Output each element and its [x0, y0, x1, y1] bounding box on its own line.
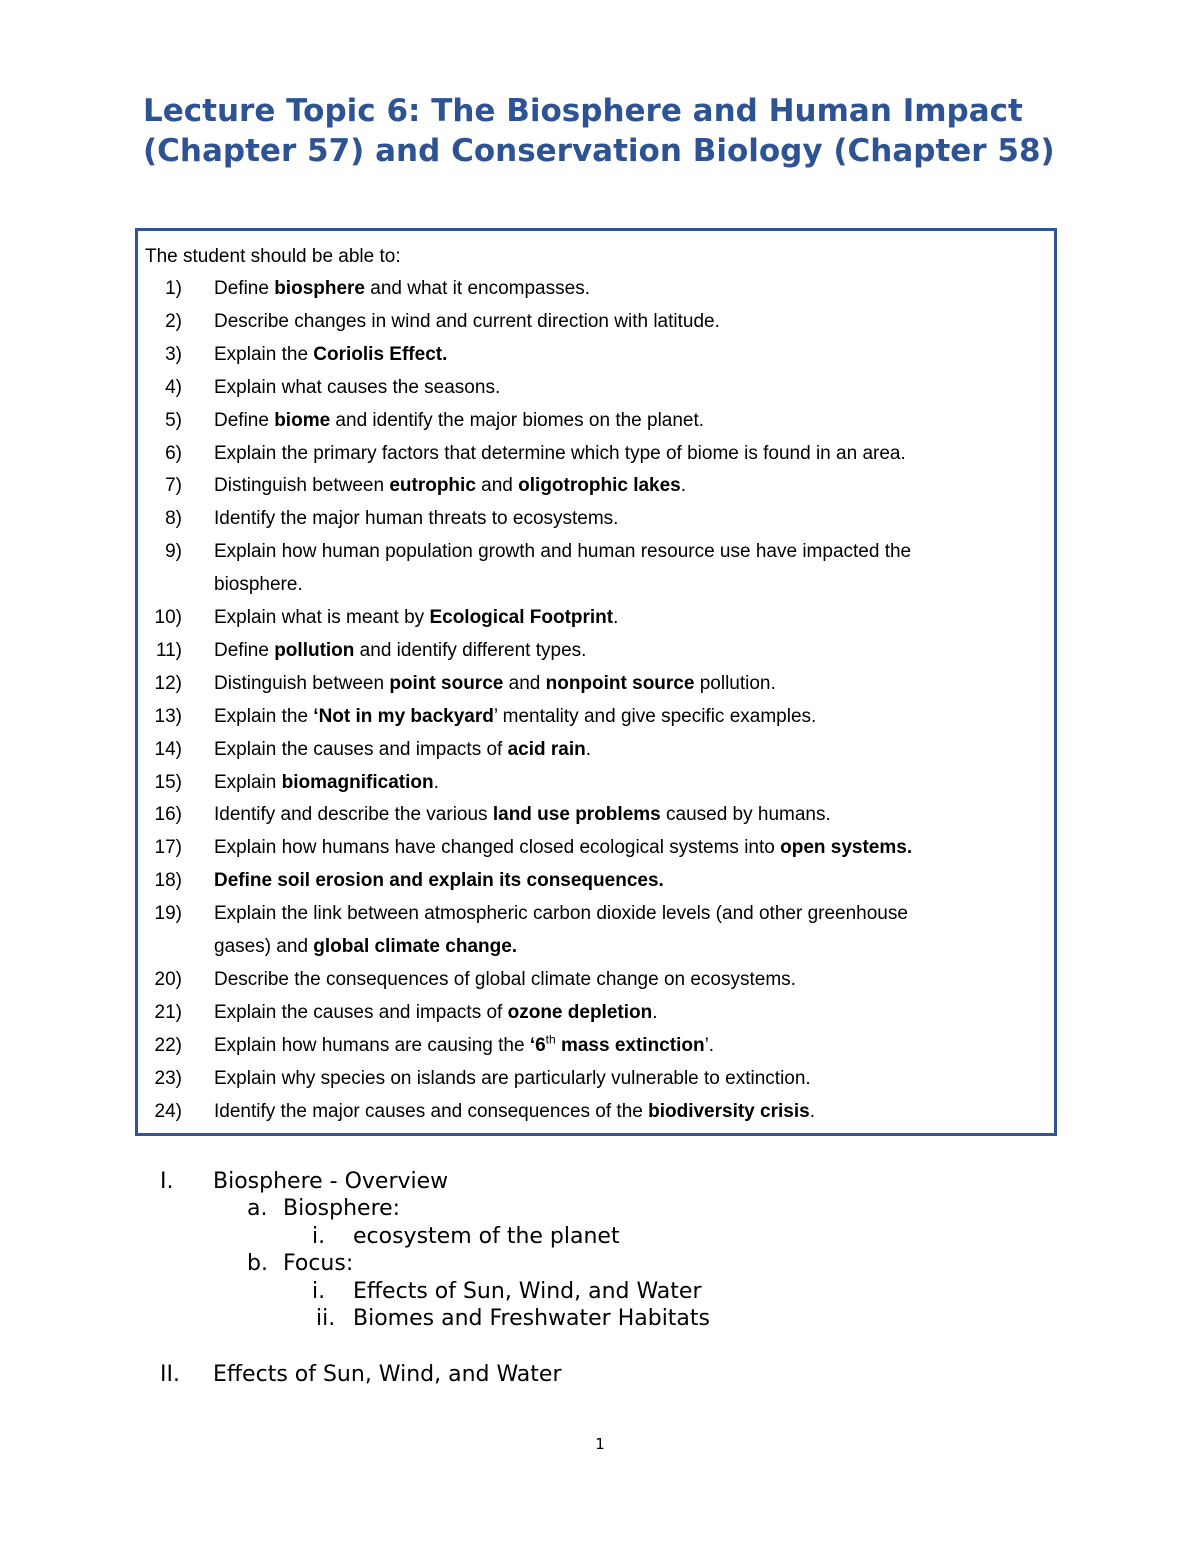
- objective-text: [214, 738, 1034, 762]
- bold-term: Define soil erosion and explain its consequences.: [214, 870, 664, 892]
- text-run: caused by humans.: [660, 804, 831, 826]
- objective-number: 6): [165, 442, 182, 464]
- objective-number: 11): [155, 639, 182, 661]
- text-run: .: [652, 1001, 658, 1023]
- objective-text: [214, 672, 1034, 696]
- text-run: Explain the link between atmospheric carbon dioxide levels (and other greenhouse: [214, 903, 908, 925]
- objective-text: [214, 639, 1034, 663]
- outline-heading: ecosystem of the planet: [353, 1224, 620, 1249]
- bold-term: point source: [389, 672, 504, 694]
- text-run: Explain how human population growth and human resource use have impacted the: [214, 541, 912, 563]
- text-run: Explain the causes and impacts of: [214, 1001, 508, 1023]
- objective-text: [214, 869, 1034, 893]
- text-run: Define: [214, 278, 275, 299]
- text-run: ’ mentality and give specific examples.: [493, 705, 817, 727]
- objectives-intro: The student should be able to:: [145, 246, 401, 267]
- text-run: Identify the major causes and consequences of the: [214, 1100, 649, 1122]
- superscript-text: th: [545, 1032, 556, 1047]
- outline-marker: i.: [312, 1279, 326, 1304]
- objective-number: 19): [154, 903, 182, 925]
- outline-heading: Biosphere - Overview: [213, 1169, 449, 1194]
- text-run: .: [680, 475, 687, 497]
- objective-number: 5): [165, 409, 182, 431]
- outline-heading: Biosphere:: [283, 1196, 401, 1221]
- bold-term: mass extinction: [555, 1034, 705, 1056]
- bold-term: Coriolis Effect.: [313, 343, 448, 365]
- bold-term: land use problems: [492, 804, 661, 826]
- objective-text: [214, 803, 1034, 827]
- text-run: Explain how humans have changed closed ecological systems into: [214, 837, 781, 859]
- text-run: Identify the major human threats to ecosystems.: [214, 508, 619, 530]
- text-run: and identify the major biomes on the planet.: [330, 409, 705, 431]
- objective-number: 15): [154, 771, 182, 793]
- objective-text: [214, 606, 1034, 630]
- objective-number: 7): [165, 475, 182, 497]
- bold-term: ‘6: [529, 1034, 546, 1056]
- objective-number: 12): [154, 672, 182, 694]
- objective-number: 14): [154, 738, 182, 760]
- text-run: Describe changes in wind and current direction with latitude.: [214, 310, 720, 332]
- objective-text: [214, 573, 1034, 597]
- outline-heading: Effects of Sun, Wind, and Water: [213, 1362, 562, 1387]
- bold-term: ozone depletion: [507, 1001, 653, 1023]
- objective-text: [214, 836, 1034, 860]
- bold-term: open systems.: [780, 837, 913, 859]
- text-run: and: [475, 475, 519, 497]
- text-run: .: [809, 1100, 815, 1122]
- objective-number: 4): [165, 376, 182, 398]
- text-run: ’.: [704, 1034, 715, 1056]
- text-run: and: [503, 672, 546, 694]
- outline-heading: Effects of Sun, Wind, and Water: [353, 1279, 702, 1304]
- outline-marker: II.: [160, 1362, 180, 1387]
- outline-heading: Biomes and Freshwater Habitats: [353, 1306, 710, 1331]
- text-run: Explain the: [214, 705, 314, 727]
- bold-term: pollution: [274, 639, 355, 661]
- objective-text: [214, 902, 1034, 926]
- objective-text: [214, 277, 1034, 301]
- text-run: Identify and describe the various: [214, 804, 493, 826]
- objective-number: 22): [154, 1034, 182, 1056]
- bold-term: oligotrophic lakes: [518, 475, 681, 497]
- learning-objectives-box: [135, 228, 1057, 1136]
- objective-text: [214, 343, 1034, 367]
- outline-marker: b.: [247, 1251, 268, 1276]
- objective-text: [214, 442, 1034, 466]
- bold-term: nonpoint source: [545, 672, 695, 694]
- text-run: Explain what causes the seasons.: [214, 376, 501, 398]
- objective-text: [214, 1100, 1034, 1124]
- text-run: Explain how humans are causing the: [214, 1034, 530, 1056]
- objective-text: [214, 771, 1034, 795]
- text-run: Explain the causes and impacts of: [214, 738, 508, 760]
- text-run: Distinguish between: [214, 475, 390, 497]
- bold-term: eutrophic: [389, 475, 476, 497]
- page-title: Lecture Topic 6: The Biosphere and Human Impact (Chapter 57) and Conservation Biology (Chapter 58): [143, 93, 1055, 169]
- objective-number: 17): [154, 837, 182, 859]
- text-run: Define: [214, 409, 275, 431]
- page-number: 1: [595, 1435, 605, 1453]
- bold-term: Ecological Footprint: [429, 607, 614, 628]
- text-run: .: [585, 738, 592, 760]
- text-run: Distinguish between: [214, 672, 390, 694]
- objective-text: [214, 409, 1034, 433]
- text-run: Define: [214, 639, 275, 661]
- text-run: Explain why species on islands are particularly vulnerable to extinction.: [214, 1067, 811, 1089]
- objective-text: [214, 474, 1034, 498]
- outline-heading: Focus:: [283, 1251, 354, 1276]
- objective-text: [214, 1034, 1034, 1058]
- bold-term: biodiversity crisis: [648, 1100, 810, 1122]
- text-run: Explain the primary factors that determine which type of biome is found in an area.: [214, 442, 906, 464]
- outline-marker: i.: [312, 1224, 326, 1249]
- objective-number: 9): [165, 541, 182, 563]
- objective-text: [214, 1067, 1034, 1091]
- bold-term: ‘Not in my backyard: [313, 705, 494, 727]
- text-run: Explain what is meant by: [214, 607, 430, 628]
- text-run: Describe the consequences of global climate change on ecosystems.: [214, 968, 796, 990]
- objective-number: 2): [165, 310, 182, 332]
- text-run: Explain: [214, 771, 282, 793]
- text-run: pollution.: [694, 672, 776, 694]
- objective-number: 13): [154, 705, 182, 727]
- bold-term: global climate change.: [313, 936, 518, 957]
- objective-number: 18): [154, 870, 182, 892]
- objective-number: 8): [165, 508, 182, 530]
- text-run: .: [433, 771, 439, 793]
- objective-number: 10): [154, 607, 182, 628]
- outline-marker: ii.: [316, 1306, 336, 1331]
- objective-text: [214, 310, 1034, 334]
- bold-term: biome: [274, 409, 331, 431]
- bold-term: biosphere: [274, 278, 366, 299]
- objective-number: 3): [165, 343, 182, 365]
- objective-number: 23): [154, 1067, 182, 1089]
- bold-term: biomagnification: [281, 771, 434, 793]
- objective-text: [214, 1001, 1034, 1025]
- text-run: .: [613, 607, 619, 628]
- objective-number: 21): [154, 1001, 182, 1023]
- text-run: biosphere.: [214, 574, 303, 596]
- objective-text: [214, 935, 1034, 959]
- text-run: and identify different types.: [354, 639, 587, 661]
- objective-text: [214, 705, 1034, 729]
- text-run: and what it encompasses.: [365, 278, 590, 299]
- text-run: gases) and: [214, 936, 314, 957]
- objective-number: 24): [154, 1100, 182, 1122]
- objective-text: [214, 507, 1034, 531]
- objective-number: 1): [165, 278, 182, 299]
- bold-term: acid rain: [507, 738, 586, 760]
- objective-number: 16): [154, 804, 182, 826]
- outline-marker: a.: [247, 1196, 268, 1221]
- objective-text: [214, 540, 1034, 564]
- objective-number: 20): [154, 968, 182, 990]
- objective-text: [214, 968, 1034, 992]
- outline-marker: I.: [160, 1169, 174, 1194]
- text-run: Explain the: [214, 343, 314, 365]
- objective-text: [214, 376, 1034, 400]
